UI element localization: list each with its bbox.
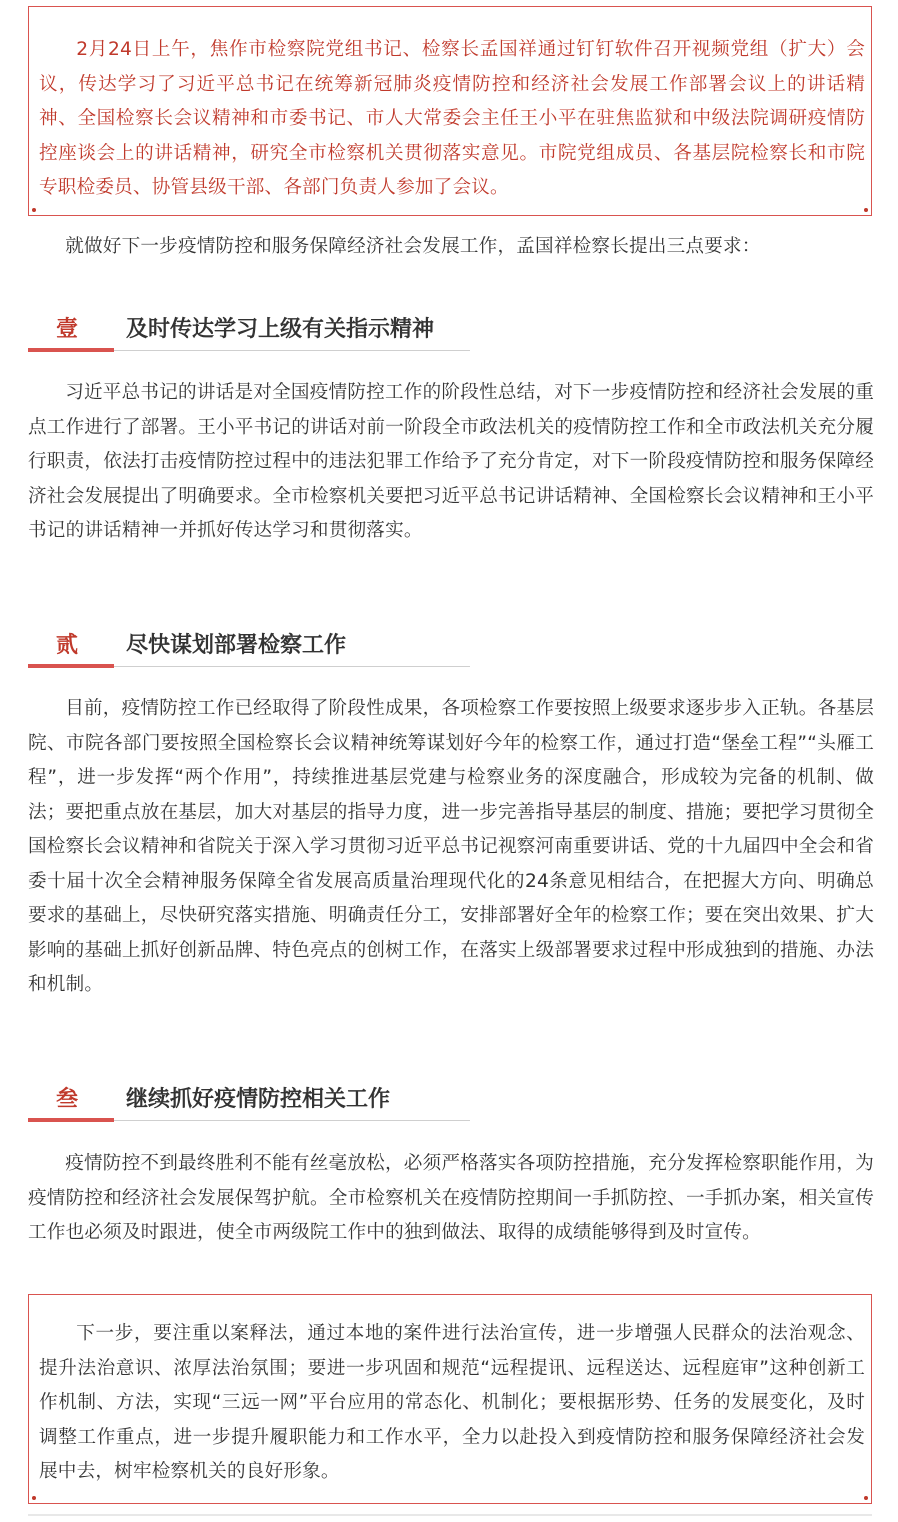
section-underline-accent bbox=[28, 348, 114, 352]
section-heading-3 bbox=[28, 1082, 874, 1122]
bottom-divider bbox=[28, 1514, 872, 1516]
lead-box bbox=[28, 6, 872, 216]
closing-paragraph: 下一步，要注重以案释法，通过本地的案件进行法治宣传，进一步增强人民群众的法治观念、提升法治意识、浓厚法治氛围；要进一步巩固和规范“远程提讯、远程送达、远程庭审”这种创新工作机制、方法，实现“三远一网”平台应用的常态化、机制化；要根据形势、任务的发展变化，及时调整工作重点，进一步提升履职能力和工作水平，全力以赴投入到疫情防控和服务保障经济社会发展中去，树牢检察机关的良好形象。 bbox=[39, 1323, 865, 1482]
section-body-3: 疫情防控不到最终胜利不能有丝毫放松，必须严格落实各项防控措施，充分发挥检察职能作用，为疫情防控和经济社会发展保驾护航。全市检察机关在疫情防控期间一手抓防控、一手抓办案，相关宣传工作也必须及时跟进，使全市两级院工作中的独到做法、取得的成绩能够得到及时宣传。 bbox=[28, 1153, 874, 1243]
section-body-1: 习近平总书记的讲话是对全国疫情防控工作的阶段性总结，对下一步疫情防控和经济社会发展的重点工作进行了部署。王小平书记的讲话对前一阶段全市政法机关的疫情防控工作和全市政法机关充分履行职责，依法打击疫情防控过程中的违法犯罪工作给予了充分肯定，对下一阶段疫情防控和服务保障经济社会发展提出了明确要求。全市检察机关要把习近平总书记讲话精神、全国检察长会议精神和王小平书记的讲话精神一并抓好传达学习和贯彻落实。 bbox=[28, 382, 874, 541]
section-body-2: 目前，疫情防控工作已经取得了阶段性成果，各项检察工作要按照上级要求逐步步入正轨。各基层院、市院各部门要按照全国检察长会议精神统筹谋划好今年的检察工作，通过打造“堡垒工程”“头雁工程”，进一步发挥“两个作用”，持续推进基层党建与检察业务的深度融合，形成较为完备的机制、做法；要把重点放在基层，加大对基层的指导力度，进一步完善指导基层的制度、措施；要把学习贯彻全国检察长会议精神和省院关于深入学习贯彻习近平总书记视察河南重要讲话、党的十九届四中全会和省委十届十次全会精神服务保障全省发展高质量治理现代化的24条意见相结合，在把握大方向、明确总要求的基础上，尽快研究落实措施、明确责任分工，安排部署好全年的检察工作；要在突出效果、扩大影响的基础上抓好创新品牌、特色亮点的创树工作，在落实上级部署要求过程中形成独到的措施、办法和机制。 bbox=[28, 698, 874, 995]
section-number-2: 贰 bbox=[56, 633, 79, 658]
section-number-1: 壹 bbox=[56, 317, 79, 342]
section-title-3: 继续抓好疫情防控相关工作 bbox=[126, 1087, 391, 1112]
lead-paragraph: 2月24日上午，焦作市检察院党组书记、检察长孟国祥通过钉钉软件召开视频党组（扩大）会议，传达学习了习近平总书记在统筹新冠肺炎疫情防控和经济社会发展工作部署会议上的讲话精神、全国检察长会议精神和市委书记、市人大常委会主任王小平在驻焦监狱和中级法院调研疫情防控座谈会上的讲话精神，研究全市检察机关贯彻落实意见。市院党组成员、各基层院检察长和市院专职检委员、协管县级干部、各部门负责人参加了会议。 bbox=[39, 39, 865, 198]
section-underline-rule bbox=[114, 1120, 470, 1121]
section-underline-rule bbox=[114, 350, 470, 351]
section-title-2: 尽快谋划部署检察工作 bbox=[126, 633, 347, 658]
section-number-3: 叁 bbox=[56, 1087, 79, 1112]
section-heading-2 bbox=[28, 628, 874, 668]
section-underline-accent bbox=[28, 664, 114, 668]
section-underline-accent bbox=[28, 1118, 114, 1122]
section-heading-1 bbox=[28, 312, 874, 352]
intro-paragraph: 就做好下一步疫情防控和服务保障经济社会发展工作，孟国祥检察长提出三点要求： bbox=[65, 236, 761, 257]
section-title-1: 及时传达学习上级有关指示精神 bbox=[126, 317, 435, 342]
closing-box bbox=[28, 1294, 872, 1504]
section-underline-rule bbox=[114, 666, 470, 667]
